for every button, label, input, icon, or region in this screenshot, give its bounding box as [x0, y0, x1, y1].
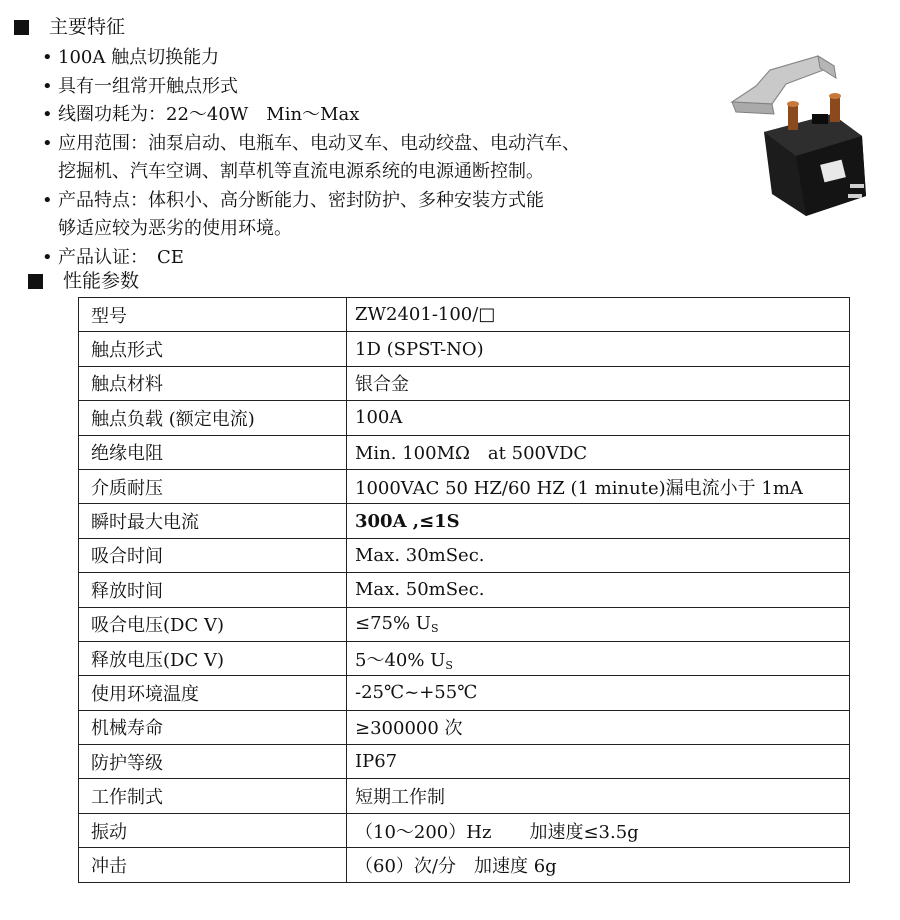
table-row — [79, 641, 850, 675]
spec-value: 1000VAC 50 HZ/60 HZ (1 minute)漏电流小于 1mA — [347, 469, 850, 503]
spec-value: Max. 30mSec. — [347, 538, 850, 572]
table-row — [79, 469, 850, 503]
spec-key: 振动 — [79, 813, 347, 847]
square-bullet-icon — [28, 274, 43, 289]
spec-value: 5～40% U — [355, 649, 446, 671]
spec-value: 300A ,≤1S — [347, 504, 850, 538]
table-row — [79, 607, 850, 641]
feature-item: • 应用范围：油泵启动、电瓶车、电动叉车、电动绞盘、电动汽车、 — [42, 130, 722, 159]
feature-item-continued: 够适应较为恶劣的使用环境。 — [58, 218, 292, 239]
spec-value-secondary: 加速度≤3.5g — [529, 821, 639, 843]
table-row — [79, 538, 850, 572]
spec-value: IP67 — [347, 745, 850, 779]
performance-heading-text: 性能参数 — [63, 270, 140, 292]
feature-item: • 线圈功耗为：22～40W Min～Max — [42, 101, 722, 130]
spec-key: 瞬时最大电流 — [79, 504, 347, 538]
spec-key: 吸合时间 — [79, 538, 347, 572]
table-row — [79, 848, 850, 882]
performance-heading — [28, 269, 139, 293]
feature-item-continued: 挖掘机、汽车空调、割草机等直流电源系统的电源通断控制。 — [58, 161, 544, 182]
features-heading-text: 主要特征 — [49, 16, 126, 38]
table-row — [79, 366, 850, 400]
spec-value: 100A — [347, 401, 850, 435]
spec-value: ≤75% U — [355, 613, 431, 635]
features-heading — [14, 15, 125, 39]
spec-value: 短期工作制 — [347, 779, 850, 813]
spec-key: 使用环境温度 — [79, 676, 347, 710]
spec-key: 型号 — [79, 298, 347, 332]
feature-item: • 产品认证： CE — [42, 244, 722, 273]
spec-key: 防护等级 — [79, 745, 347, 779]
spec-value: （60）次/分 加速度 6g — [347, 848, 850, 882]
spec-key: 冲击 — [79, 848, 347, 882]
spec-value: Min. 100MΩ at 500VDC — [347, 435, 850, 469]
spec-key: 机械寿命 — [79, 710, 347, 744]
feature-item: • 具有一组常开触点形式 — [42, 73, 722, 102]
spec-key: 绝缘电阻 — [79, 435, 347, 469]
spec-key: 工作制式 — [79, 779, 347, 813]
spec-value: 银合金 — [347, 366, 850, 400]
spec-value-cell — [347, 641, 850, 675]
spec-key: 触点负载 (额定电流) — [79, 401, 347, 435]
spec-key: 触点材料 — [79, 366, 347, 400]
spec-value-cell — [347, 607, 850, 641]
spec-value: ≥300000 次 — [347, 710, 850, 744]
table-row — [79, 710, 850, 744]
feature-item: • 100A 触点切换能力 — [42, 44, 722, 73]
spec-value: Max. 50mSec. — [347, 573, 850, 607]
spec-table — [78, 297, 850, 883]
spec-key: 介质耐压 — [79, 469, 347, 503]
table-row — [79, 573, 850, 607]
table-row — [79, 435, 850, 469]
spec-key: 释放电压(DC V) — [79, 641, 347, 675]
spec-key: 释放时间 — [79, 573, 347, 607]
spec-key: 触点形式 — [79, 332, 347, 366]
table-row — [79, 745, 850, 779]
spec-value-subscript: S — [430, 622, 439, 636]
spec-value: ZW2401-100/□ — [347, 298, 850, 332]
spec-value: -25℃~+55℃ — [347, 676, 850, 710]
table-row — [79, 298, 850, 332]
table-row — [79, 813, 850, 847]
table-row — [79, 332, 850, 366]
table-row — [79, 676, 850, 710]
table-row — [79, 779, 850, 813]
relay-product-image — [722, 44, 887, 222]
spec-key: 吸合电压(DC V) — [79, 607, 347, 641]
spec-value-subscript: S — [445, 658, 453, 672]
table-row — [79, 504, 850, 538]
feature-list — [42, 44, 722, 272]
spec-value-cell — [347, 813, 850, 847]
square-bullet-icon — [14, 20, 29, 35]
table-row — [79, 401, 850, 435]
spec-value: 1D (SPST-NO) — [347, 332, 850, 366]
feature-item: • 产品特点：体积小、高分断能力、密封防护、多种安装方式能 — [42, 187, 722, 216]
spec-value: （10～200）Hz — [355, 821, 492, 843]
